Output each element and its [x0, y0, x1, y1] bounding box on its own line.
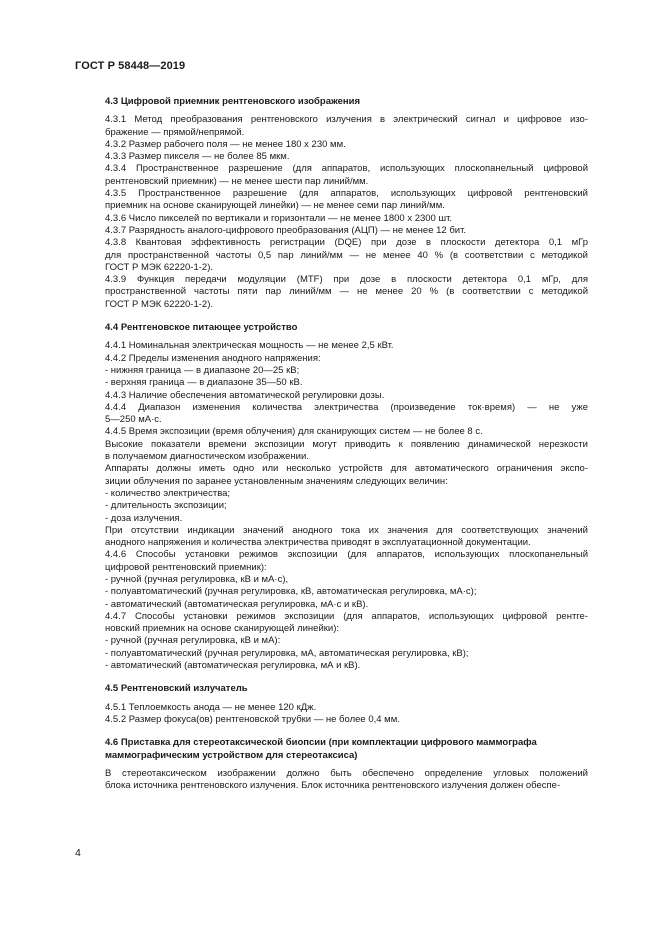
- paragraph: [80, 439, 588, 464]
- list-item: [80, 500, 588, 512]
- list-item: [80, 574, 588, 586]
- paragraph: [80, 188, 588, 213]
- text-line: 4.5 Рентгеновский излучатель: [105, 683, 248, 695]
- text-line: 4.5.2 Размер фокуса(ов) рентгеновской трубки — не более 0,4 мм.: [105, 713, 400, 725]
- paragraph: [80, 114, 588, 139]
- list-item: [80, 599, 588, 611]
- text-line: маммографическим устройством для стереотаксиса): [105, 749, 358, 761]
- text-line: - полуавтоматический (ручная регулировка, кВ, автоматическая регулировка, мА·с);: [105, 586, 477, 598]
- list-item: [80, 365, 588, 377]
- list-item: [80, 513, 588, 525]
- text-line: 4.4.6 Способы установки режимов экспозиции (для аппаратов, использующих плоскопанельный: [105, 549, 588, 561]
- text-line: 4.3.9 Функция передачи модуляции (MTF) при дозе в плоскости детектора 0,1 мГр, для: [105, 274, 588, 286]
- text-line: ГОСТ Р МЭК 62220-1-2).: [105, 261, 213, 273]
- text-line: 4.4.5 Время экспозиции (время облучения) для сканирующих систем — не более 8 с.: [105, 426, 483, 438]
- paragraph: [80, 549, 588, 574]
- text-line: 4.3.4 Пространственное разрешение (для аппаратов, использующих плоскопанельный цифровой: [105, 163, 588, 175]
- list-item: [80, 648, 588, 660]
- list-item: [80, 635, 588, 647]
- paragraph: [80, 139, 588, 151]
- text-line: 4.6 Приставка для стереотаксической биопсии (при комплектации цифрового маммографа: [105, 737, 537, 749]
- list-item: [80, 660, 588, 672]
- text-line: - верхняя граница — в диапазоне 35—50 кВ.: [105, 377, 303, 389]
- section-heading: [80, 322, 588, 334]
- text-line: 4.4.4 Диапазон изменения количества электричества (произведение ток·время) — не уже: [105, 401, 588, 413]
- text-line: цифровой рентгеновский приемник):: [105, 561, 267, 573]
- paragraph: [80, 353, 588, 365]
- text-line: 4.3.2 Размер рабочего поля — не менее 180 x 230 мм.: [105, 138, 346, 150]
- text-line: - полуавтоматический (ручная регулировка, мА, автоматическая регулировка, кВ);: [105, 647, 469, 659]
- paragraph: [80, 426, 588, 438]
- paragraph: [80, 768, 588, 793]
- paragraph: [80, 213, 588, 225]
- document-body: [80, 96, 588, 792]
- text-line: 4.4 Рентгеновское питающее устройство: [105, 322, 298, 334]
- text-line: 4.4.2 Пределы изменения анодного напряжения:: [105, 352, 321, 364]
- text-line: - ручной (ручная регулировка, кВ и мА·с),: [105, 573, 289, 585]
- paragraph: [80, 274, 588, 311]
- paragraph: [80, 225, 588, 237]
- text-line: в получаемом диагностическом изображении.: [105, 451, 309, 463]
- text-line: блока источника рентгеновского излучения. Блок источника рентгеновского излучения должен обеспе-: [105, 780, 561, 792]
- text-line: 4.3.5 Пространственное разрешение (для аппаратов, использующих цифровой рентгеновский: [105, 188, 588, 200]
- list-item: [80, 377, 588, 389]
- paragraph: [80, 714, 588, 726]
- text-line: 4.3.6 Число пикселей по вертикали и горизонтали — не менее 1800 x 2300 шт.: [105, 212, 453, 224]
- list-item: [80, 586, 588, 598]
- text-line: Аппараты должны иметь одно или несколько устройств для автоматического ограничения экспо-: [105, 463, 588, 475]
- text-line: для пространственной частоты 0,5 пар линий/мм — не менее 40 % (в соответствии с методикой: [105, 249, 588, 261]
- list-item: [80, 488, 588, 500]
- paragraph: [80, 237, 588, 274]
- text-line: пространственной частоты пяти пар линий/мм — не менее 20 % (в соответствии с методикой: [105, 286, 588, 298]
- text-line: При отсутствии индикации значений анодного тока их значения для соответствующих значений: [105, 524, 588, 536]
- text-line: рентгеновский приемник) — не менее шести пар линий/мм.: [105, 175, 369, 187]
- page-number: 4: [75, 847, 81, 859]
- text-line: бражение — прямой/непрямой.: [105, 126, 245, 138]
- text-line: 4.4.3 Наличие обеспечения автоматической регулировки дозы.: [105, 389, 385, 401]
- paragraph: [80, 163, 588, 188]
- text-line: - автоматический (автоматическая регулировка, мА·с и кВ).: [105, 598, 369, 610]
- text-line: - автоматический (автоматическая регулировка, мА и кВ).: [105, 660, 361, 672]
- paragraph: [80, 611, 588, 636]
- text-line: В стереотаксическом изображении должно быть обеспечено определение угловых положений: [105, 767, 588, 779]
- text-line: 4.3.8 Квантовая эффективность регистрации (DQE) при дозе в плоскости детектора 0,1 мГр: [105, 237, 588, 249]
- paragraph: [80, 340, 588, 352]
- document-header: ГОСТ Р 58448—2019: [75, 60, 186, 72]
- text-line: 4.3 Цифровой приемник рентгеновского изображения: [105, 96, 361, 107]
- paragraph: [80, 702, 588, 714]
- text-line: 4.3.3 Размер пикселя — не более 85 мкм.: [105, 151, 290, 163]
- text-line: - доза излучения.: [105, 512, 183, 524]
- section-heading: [80, 683, 588, 695]
- paragraph: [80, 151, 588, 163]
- text-line: 4.3.1 Метод преобразования рентгеновского излучения в электрический сигнал и цифровое изо-: [105, 114, 588, 126]
- text-line: новский приемник на основе сканирующей линейки):: [105, 623, 340, 635]
- text-line: 4.3.7 Разрядность аналого-цифрового преобразования (АЦП) — не менее 12 бит.: [105, 224, 467, 236]
- text-line: приемник на основе сканирующей линейки) — не менее семи пар линий/мм.: [105, 200, 445, 212]
- text-line: - нижняя граница — в диапазоне 20—25 кВ;: [105, 364, 300, 376]
- text-line: - длительность экспозиции;: [105, 500, 227, 512]
- section-heading: [80, 737, 588, 762]
- text-line: 4.5.1 Теплоемкость анода — не менее 120 кДж.: [105, 701, 317, 713]
- text-line: 4.4.1 Номинальная электрическая мощность — не менее 2,5 кВт.: [105, 340, 394, 352]
- paragraph: [80, 402, 588, 427]
- paragraph: [80, 525, 588, 550]
- section-heading: [80, 96, 588, 108]
- paragraph: [80, 390, 588, 402]
- text-line: - количество электричества;: [105, 487, 231, 499]
- text-line: - ручной (ручная регулировка, кВ и мА):: [105, 635, 281, 647]
- paragraph: [80, 463, 588, 488]
- text-line: анодного напряжения и количества электричества приводят в эксплуатационной документации.: [105, 537, 531, 549]
- text-line: зиции облучения по заранее установленным значениям следующих величин:: [105, 475, 448, 487]
- text-line: 5—250 мА·с.: [105, 414, 162, 426]
- text-line: 4.4.7 Способы установки режимов экспозиции (для аппаратов, использующих цифровой рентге-: [105, 610, 588, 622]
- text-line: Высокие показатели времени экспозиции могут приводить к появлению динамической нерезкости: [105, 438, 588, 450]
- text-line: ГОСТ Р МЭК 62220-1-2).: [105, 298, 213, 310]
